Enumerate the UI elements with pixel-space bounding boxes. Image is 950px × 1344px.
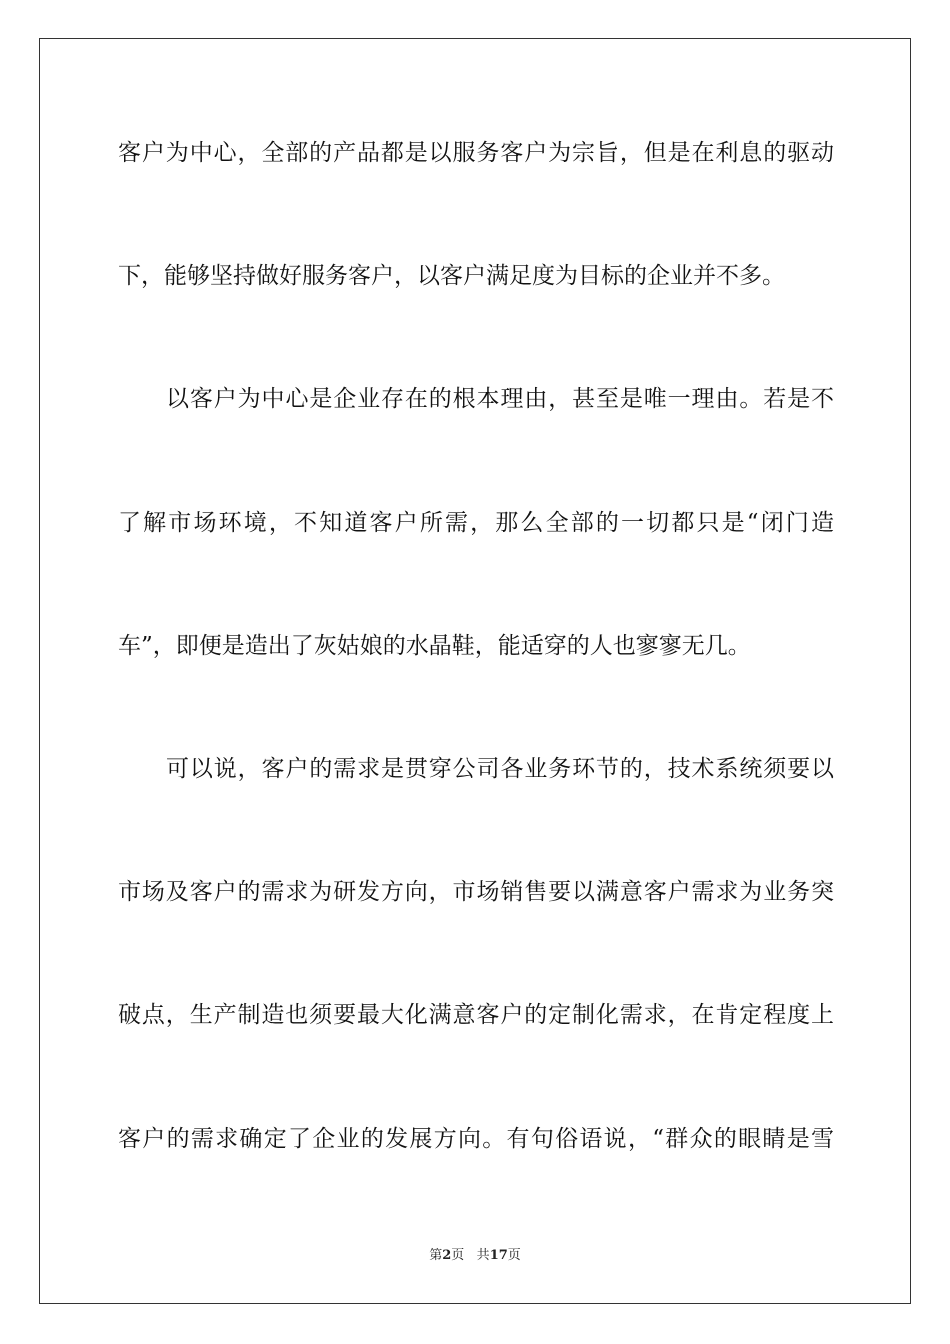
footer-page-number: 2 — [442, 1248, 452, 1263]
footer-page-prefix: 第 — [429, 1248, 443, 1263]
text-line: 市场及客户的需求为研发方向，市场销售要以满意客户需求为业务突 — [118, 879, 834, 905]
text-line: 可以说，客户的需求是贯穿公司各业务环节的，技术系统须要以 — [166, 756, 834, 782]
text-line: 破点，生产制造也须要最大化满意客户的定制化需求，在肯定程度上 — [118, 1002, 834, 1028]
footer-total-prefix: 共 — [476, 1248, 490, 1263]
footer-total-pages: 17 — [489, 1248, 508, 1263]
footer-total-suffix: 页 — [507, 1248, 521, 1263]
footer-page-suffix: 页 — [451, 1248, 465, 1263]
text-line: 以客户为中心是企业存在的根本理由，甚至是唯一理由。若是不 — [166, 386, 834, 412]
text-line: 了解市场环境，不知道客户所需，那么全部的一切都只是“闭门造 — [118, 510, 834, 536]
text-line: 客户为中心，全部的产品都是以服务客户为宗旨，但是在利息的驱动 — [118, 140, 834, 166]
page-footer — [0, 1247, 950, 1265]
text-line: 车”，即便是造出了灰姑娘的水晶鞋，能适穿的人也寥寥无几。 — [118, 633, 751, 659]
text-line: 下，能够坚持做好服务客户，以客户满足度为目标的企业并不多。 — [118, 263, 785, 289]
text-line: 客户的需求确定了企业的发展方向。有句俗语说，“群众的眼睛是雪 — [118, 1126, 834, 1152]
page-border — [39, 38, 911, 1304]
